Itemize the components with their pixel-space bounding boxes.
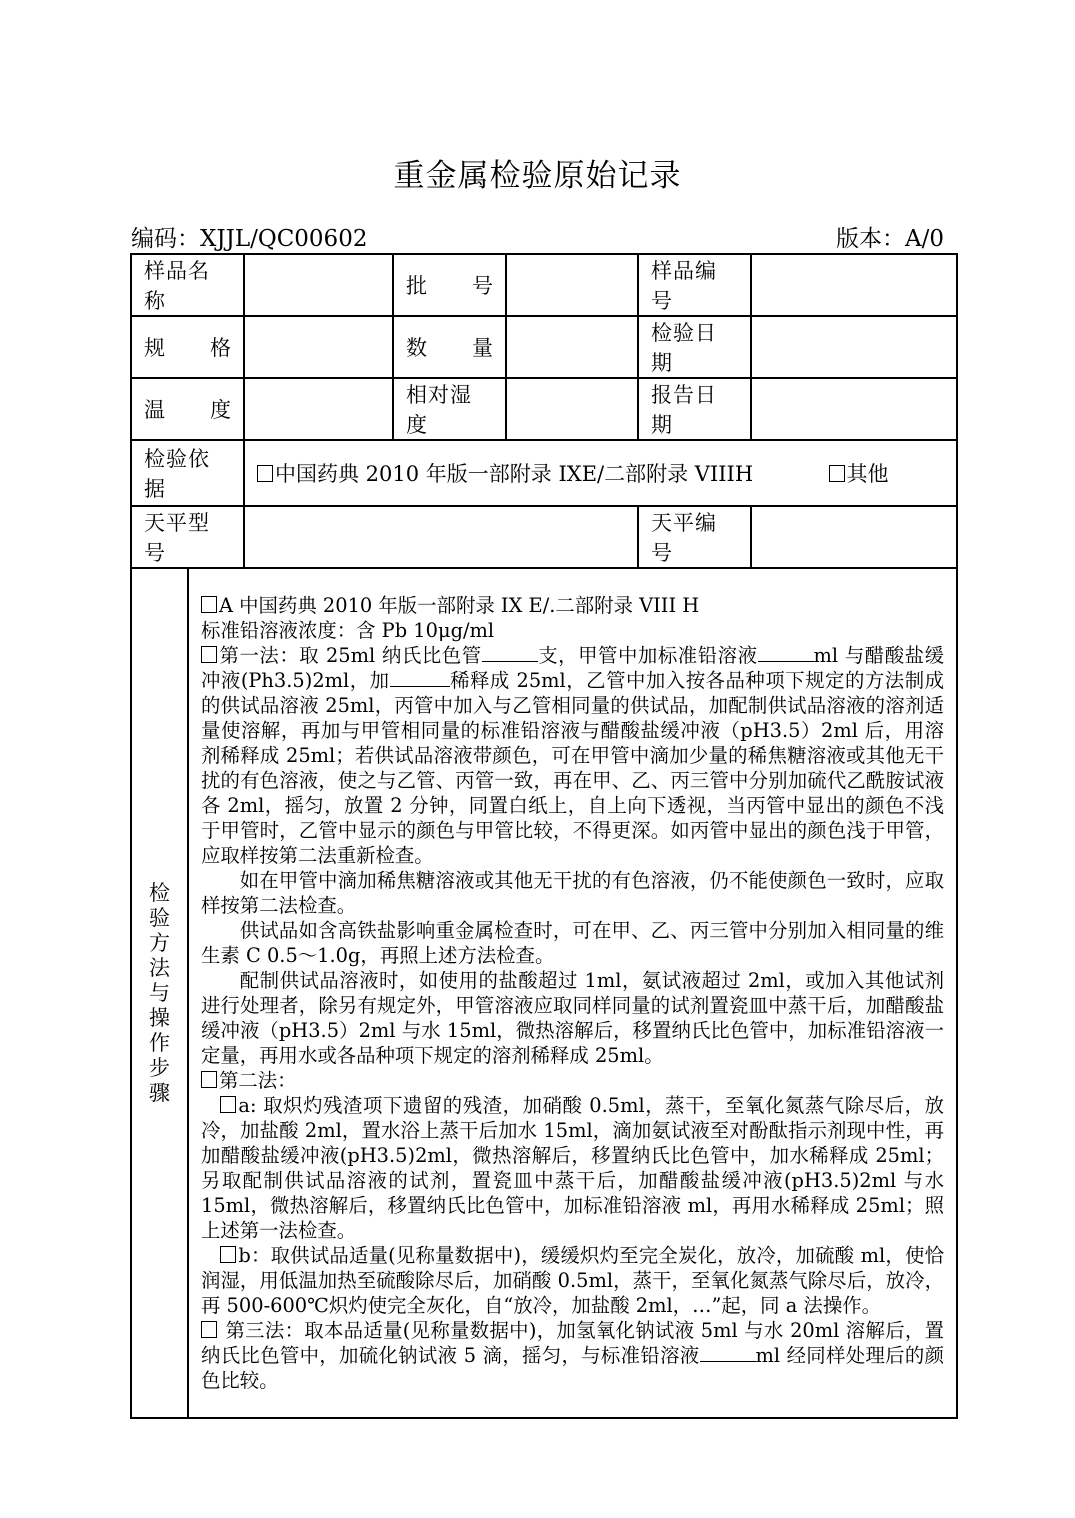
checkbox-icon[interactable] [201,1071,217,1088]
checkbox-icon[interactable] [201,646,217,663]
method-a-heading: A 中国药典 2010 年版一部附录 IX E/.二部附录 VIII H [201,593,944,618]
basis-option-chp: 中国药典 2010 年版一部附录 IXE/二部附录 VIIIH [275,462,754,486]
batch-no-value[interactable] [506,254,638,316]
spec-label: 规 格 [131,316,244,378]
std-lead-volume-blank-3[interactable] [700,1343,756,1362]
checkbox-icon[interactable] [220,1096,236,1113]
balance-model-value[interactable] [244,506,638,568]
method-2b: b：取供试品适量(见称量数据中)，缓缓炽灼至完全炭化，放冷，加硫酸 ml，使恰润湿，用低温加热至硫酸除尽后，加硝酸 0.5ml，蒸干，至氧化氮蒸气除尽后，放冷，再 500-600℃炽灼使完全灰化，自“放冷，加盐酸 2ml，…”起，同 a 法操作。 [201,1244,944,1317]
paragraph: 供试品如含高铁盐影响重金属检查时，可在甲、乙、丙三管中分别加入相同量的维生素 C 0.5～1.0g，再照上述方法检查。 [201,919,944,967]
method-label: 检验方法与操作步骤 [131,568,188,1418]
balance-no-label: 天平编号 [638,506,751,568]
balance-no-value[interactable] [751,506,957,568]
humidity-value[interactable] [506,378,638,440]
quantity-value[interactable] [506,316,638,378]
document-version: 版本：A/0 [836,226,944,252]
humidity-label: 相对湿度 [393,378,506,440]
method-3: 第三法：取本品适量(见称量数据中)，加氢氧化钠试液 5ml 与水 20ml 溶解后，置纳氏比色管中，加硫化钠试液 5 滴，摇匀，与标准铅溶液 ml 经同样处理后的颜色比较。 [201,1319,944,1392]
method-2-heading: 第二法： [201,1068,944,1093]
quantity-label: 数 量 [393,316,506,378]
checkbox-icon[interactable] [201,1321,217,1338]
checkbox-icon[interactable] [829,465,845,482]
method-2a: a: 取炽灼残渣项下遗留的残渣，加硝酸 0.5ml，蒸干，至氧化氮蒸气除尽后，放冷，加盐酸 2ml，置水浴上蒸干后加水 15ml，滴加氨试液至对酚酞指示剂现中性，再加醋酸盐缓冲液(pH3.5)2ml，微热溶解后，移置纳氏比色管中，加水稀释成 25ml；另取配制供试品溶液的试剂，置瓷皿中蒸干后，加醋酸盐缓冲液(pH3.5)2ml 与水 15ml，微热溶解后，移置纳氏比色管中，加标准铅溶液 ml，再用水稀释成 25ml；照上述第一法检查。 [201,1094,944,1242]
basis-option-other: 其他 [846,462,889,486]
paragraph: 配制供试品溶液时，如使用的盐酸超过 1ml，氨试液超过 2ml，或加入其他试剂进行处理者，除另有规定外，甲管溶液应取同样同量的试剂置瓷皿中蒸干后，加醋酸盐缓冲液（pH3.5）2ml 与水 15ml，微热溶解后，移置纳氏比色管中，加标准铅溶液一定量，再用水或各品种项下规定的溶剂稀释成 25ml。 [201,969,944,1067]
report-date-value[interactable] [751,378,957,440]
checkbox-icon[interactable] [257,465,273,482]
batch-no-label: 批 号 [393,254,506,316]
spec-value[interactable] [244,316,393,378]
record-form [130,253,958,1419]
checkbox-icon[interactable] [201,596,217,613]
test-date-label: 检验日期 [638,316,751,378]
basis-label: 检验依据 [131,440,244,506]
method-body [188,568,957,1418]
paragraph: 如在甲管中滴加稀焦糖溶液或其他无干扰的有色溶液，仍不能使颜色一致时，应取样按第二法检查。 [201,869,944,917]
page-title: 重金属检验原始记录 [393,158,682,194]
tube-count-blank[interactable] [482,643,538,662]
diluent-blank[interactable] [390,668,450,687]
report-date-label: 报告日期 [638,378,751,440]
temperature-label: 温 度 [131,378,244,440]
sample-name-label: 样品名称 [131,254,244,316]
method-1: 第一法：取 25ml 纳氏比色管 支，甲管中加标准铅溶液 ml 与醋酸盐缓冲液(Ph3.5)2ml，加 稀释成 25ml，乙管中加入按各品种项下规定的方法制成的供试品溶液 25ml，丙管中加入与乙管相同量的供试品，加配制供试品溶液的溶剂适量使溶解，再加与甲管相同量的标准铅溶液与醋酸盐缓冲液（pH3.5）2ml 后，用溶剂稀释成 25ml；若供试品溶液带颜色，可在甲管中滴加少量的稀焦糖溶液或其他无干扰的有色溶液，使之与乙管、丙管一致，再在甲、乙、丙三管中分别加硫代乙酰胺试液各 2ml，摇匀，放置 2 分钟，同置白纸上，自上向下透视，当丙管中显出的颜色不浅于甲管时，乙管中显示的颜色与甲管比较，不得更深。如丙管中显出的颜色浅于甲管，应取样按第二法重新检查。 [201,644,944,867]
balance-model-label: 天平型号 [131,506,244,568]
basis-options [244,440,957,506]
std-lead-volume-blank[interactable] [758,643,814,662]
standard-concentration: 标准铅溶液浓度：含 Pb 10μg/ml [201,619,495,642]
sample-name-value[interactable] [244,254,393,316]
sample-no-label: 样品编号 [638,254,751,316]
checkbox-icon[interactable] [220,1246,236,1263]
temperature-value[interactable] [244,378,393,440]
sample-no-value[interactable] [751,254,957,316]
test-date-value[interactable] [751,316,957,378]
document-code: 编码：XJJL/QC00602 [131,226,368,252]
